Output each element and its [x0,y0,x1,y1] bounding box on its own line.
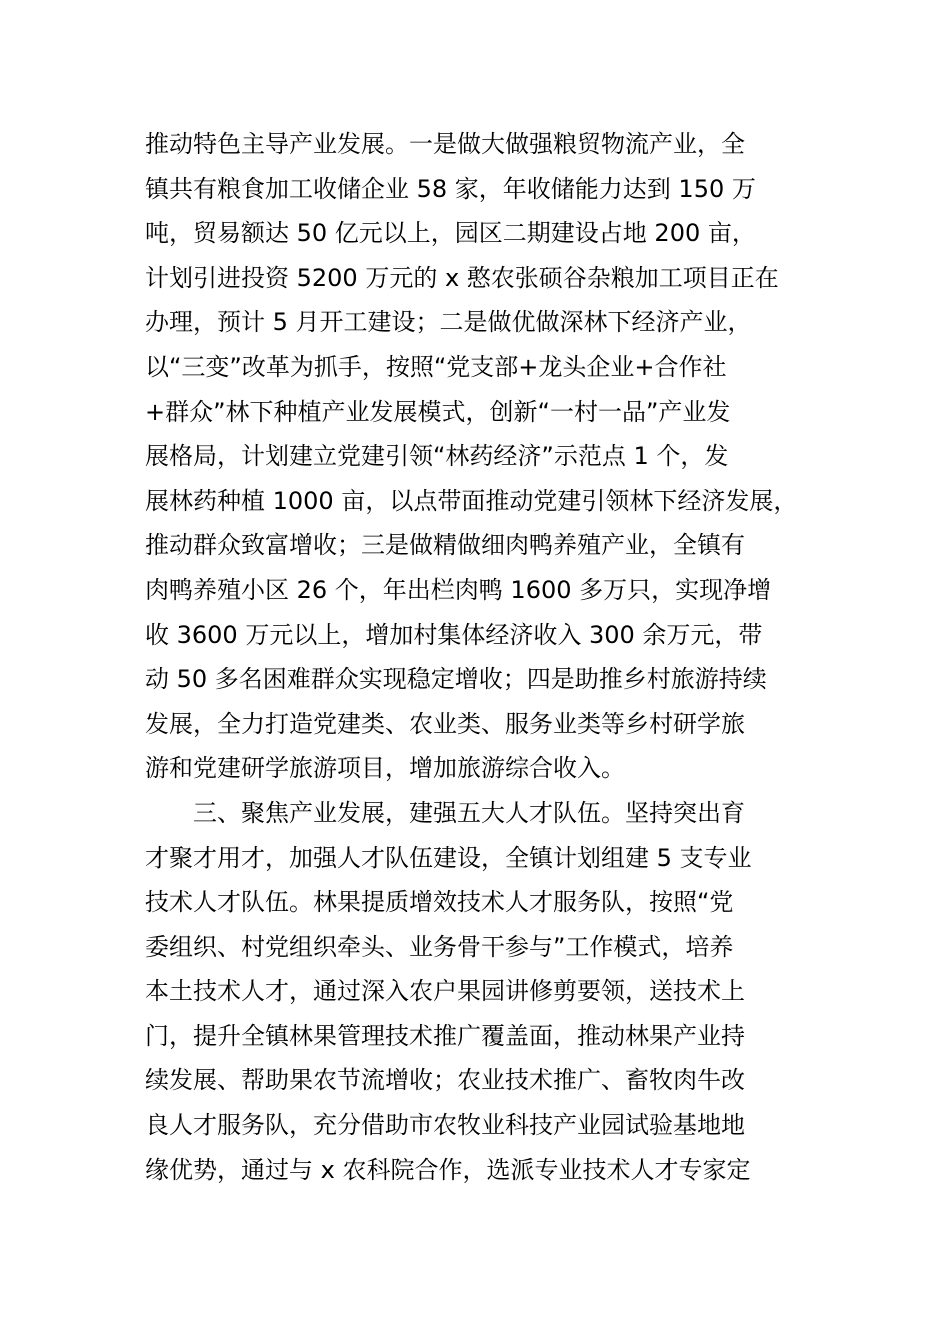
text-line: 肉鸭养殖小区 26 个，年出栏肉鸭 1600 多万只，实现净增 [145,575,772,604]
text-line: 本土技术人才，通过深入农户果园讲修剪要领，送技术上 [145,977,745,1006]
text-line: 良人才服务队，充分借助市农牧业科技产业园试验基地地 [145,1111,745,1140]
text-line: 推动群众致富增收；三是做精做细肉鸭养殖产业，全镇有 [145,531,745,560]
text-line: 三、聚焦产业发展，建强五大人才队伍。坚持突出育 [193,798,745,827]
body-text [145,122,845,1192]
text-line: 发展，全力打造党建类、农业类、服务业类等乡村研学旅 [145,709,745,738]
text-line: 门，提升全镇林果管理技术推广覆盖面，推动林果产业持 [145,1021,745,1050]
text-line: 计划引进投资 5200 万元的 x 憨农张硕谷杂粮加工项目正在 [145,263,779,292]
text-line: 缘优势，通过与 x 农科院合作，选派专业技术人才专家定 [145,1155,751,1184]
text-line: 委组织、村党组织牵头、业务骨干参与”工作模式，培养 [145,932,734,961]
text-line: 才聚才用才，加强人才队伍建设，全镇计划组建 5 支专业 [145,843,752,872]
text-line: 展格局，计划建立党建引领“林药经济”示范点 1 个，发 [145,442,729,471]
text-line: 动 50 多名困难群众实现稳定增收；四是助推乡村旅游持续 [145,665,767,694]
text-line: 游和党建研学旅游项目，增加旅游综合收入。 [145,754,625,783]
text-line: 收 3600 万元以上，增加村集体经济收入 300 余万元，带 [145,620,763,649]
text-line: 推动特色主导产业发展。一是做大做强粮贸物流产业，全 [145,130,745,158]
text-line: 以“三变”改革为抓手，按照“党支部+龙头企业+合作社 [145,352,727,381]
text-line: 吨，贸易额达 50 亿元以上，园区二期建设占地 200 亩， [145,219,756,248]
text-line: 镇共有粮食加工收储企业 58 家，年收储能力达到 150 万 [145,174,756,203]
text-line: 技术人才队伍。林果提质增效技术人才服务队，按照“党 [145,888,734,917]
text-line: 展林药种植 1000 亩，以点带面推动党建引领林下经济发展， [145,486,798,515]
text-line: 续发展、帮助果农节流增收；农业技术推广、畜牧肉牛改 [145,1066,745,1095]
text-line: +群众”林下种植产业发展模式，创新“一村一品”产业发 [145,397,731,426]
text-line: 办理，预计 5 月开工建设；二是做优做深林下经济产业， [145,308,752,337]
